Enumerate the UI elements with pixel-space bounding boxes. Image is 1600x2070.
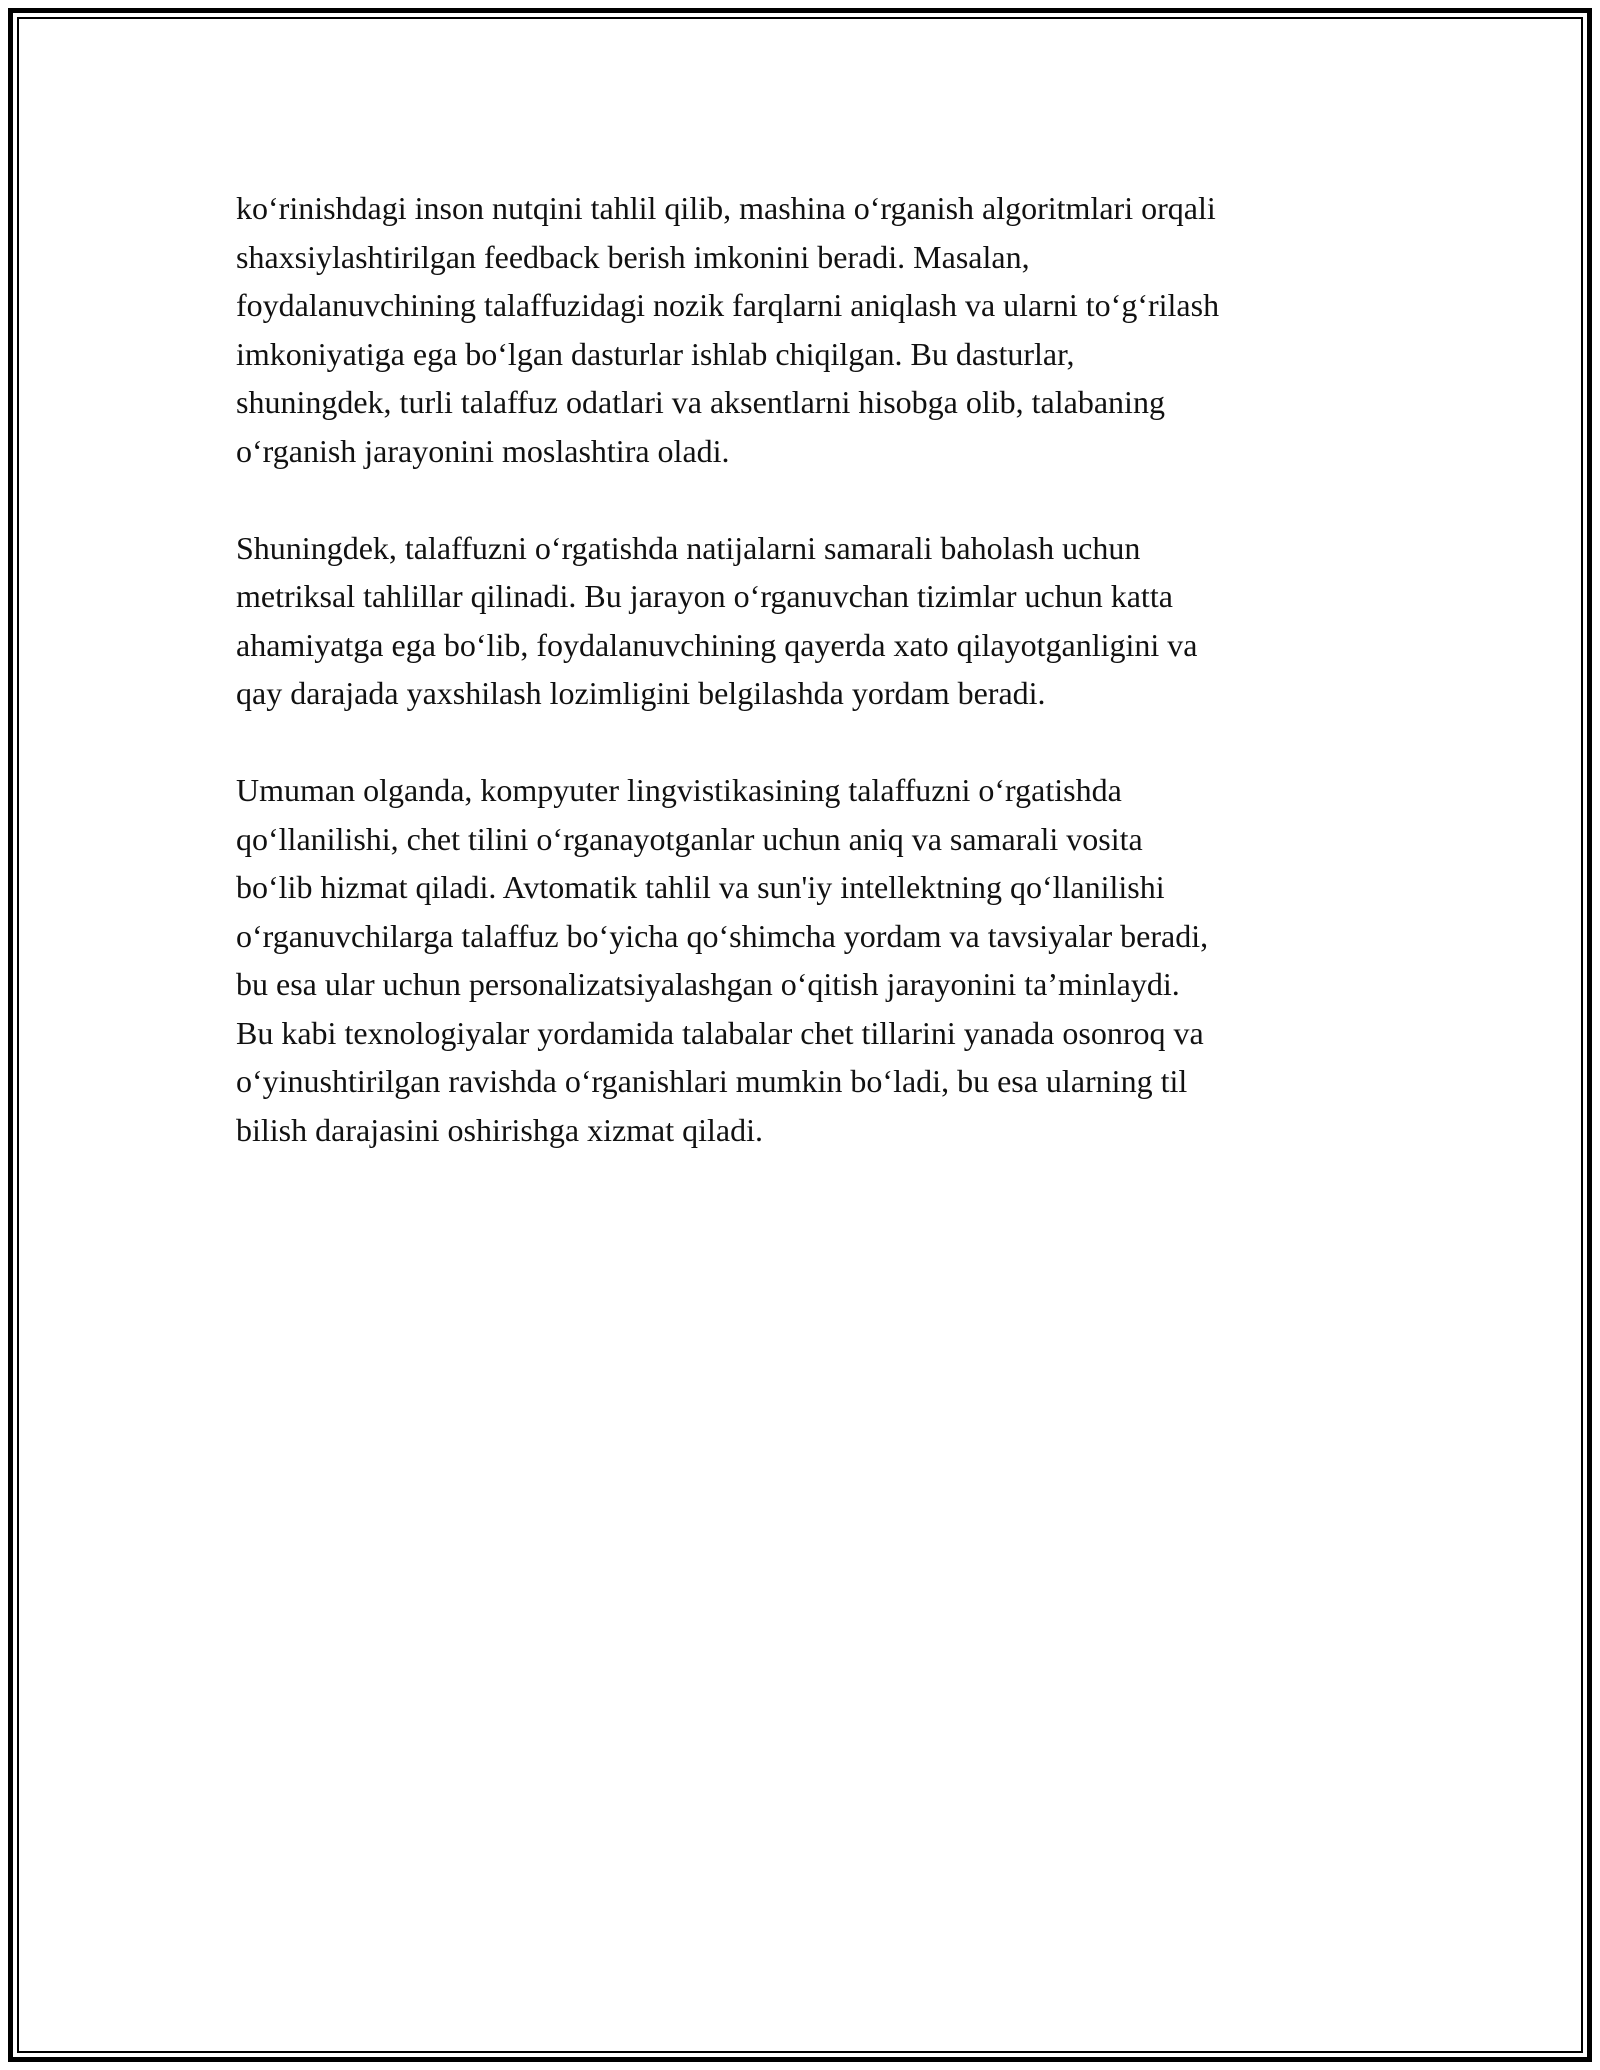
text-line: shaxsiylashtirilgan feedback berish imkonini beradi. Masalan, bbox=[236, 238, 1030, 275]
text-line: qay darajada yaxshilash lozimligini belgilashda yordam beradi. bbox=[236, 675, 1046, 711]
text-line: Umuman olganda, kompyuter lingvistikasining talaffuzni o‘rgatishda bbox=[236, 772, 1122, 808]
text-line: o‘rganish jarayonini moslashtira oladi. bbox=[236, 432, 730, 469]
text-line: bilish darajasini oshirishga xizmat qiladi. bbox=[236, 1111, 764, 1148]
paragraph-2 bbox=[236, 524, 1376, 718]
paragraph-1 bbox=[236, 184, 1376, 475]
text-line: Bu kabi texnologiyalar yordamida talabalar chet tillarini yanada osonroq va bbox=[236, 1014, 1204, 1051]
paragraph-3 bbox=[236, 766, 1376, 1154]
text-line: bu esa ular uchun personalizatsiyalashgan o‘qitish jarayonini ta’minlaydi. bbox=[236, 966, 1180, 1002]
text-line: ahamiyatga ega bo‘lib, foydalanuvchining qayerda xato qilayotganligini va bbox=[236, 626, 1198, 663]
text-line: foydalanuvchining talaffuzidagi nozik farqlarni aniqlash va ularni to‘g‘rilash bbox=[236, 287, 1220, 323]
text-line: o‘yinushtirilgan ravishda o‘rganishlari mumkin bo‘ladi, bu esa ularning til bbox=[236, 1063, 1188, 1099]
text-line: qo‘llanilishi, chet tilini o‘rganayotganlar uchun aniq va samarali vosita bbox=[236, 820, 1143, 857]
text-line: o‘rganuvchilarga talaffuz bo‘yicha qo‘shimcha yordam va tavsiyalar beradi, bbox=[236, 917, 1209, 954]
document-body bbox=[236, 184, 1376, 1203]
text-line: Shuningdek, talaffuzni o‘rgatishda natijalarni samarali baholash uchun bbox=[236, 529, 1141, 566]
text-line: imkoniyatiga ega bo‘lgan dasturlar ishlab chiqilgan. Bu dasturlar, bbox=[236, 335, 1075, 372]
text-line: shuningdek, turli talaffuz odatlari va aksentlarni hisobga olib, talabaning bbox=[236, 384, 1165, 420]
text-line: ko‘rinishdagi inson nutqini tahlil qilib, mashina o‘rganish algoritmlari orqali bbox=[236, 190, 1216, 226]
text-line: bo‘lib hizmat qiladi. Avtomatik tahlil va sun'iy intellektning qo‘llanilishi bbox=[236, 869, 1165, 905]
text-line: metriksal tahlillar qilinadi. Bu jarayon o‘rganuvchan tizimlar uchun katta bbox=[236, 578, 1173, 614]
